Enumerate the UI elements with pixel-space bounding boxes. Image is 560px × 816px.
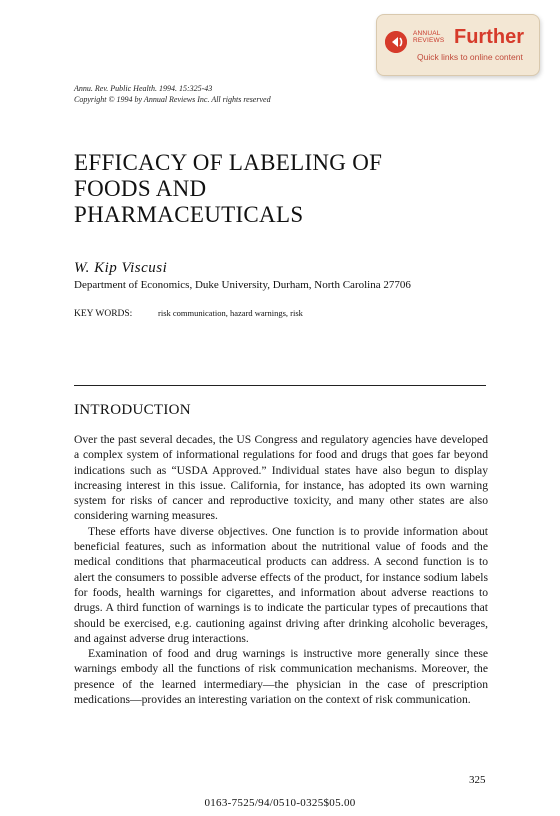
- section-divider: [74, 385, 486, 386]
- quick-links-subtitle: Quick links to online content: [417, 52, 523, 62]
- annual-reviews-wordmark: ANNUAL REVIEWS: [413, 30, 445, 44]
- article-code: 0163-7525/94/0510-0325$05.00: [204, 797, 356, 809]
- section-body: [74, 432, 488, 707]
- keywords-values: risk communication, hazard warnings, risk: [158, 308, 303, 318]
- further-wordmark: Further: [454, 26, 524, 48]
- page-number: 325: [469, 774, 486, 786]
- annual-reviews-further-badge[interactable]: [376, 14, 540, 76]
- paragraph: These efforts have diverse objectives. One function is to provide information about beneficial features, such as information about the nutritional value of foods and the medical conditions that pharmaceutical products can address. A second function is to alert the consumers to possible adverse effects of the product, for instance sodium labels for foods, health warnings for cigarettes, and information about adverse reactions to drugs. A third function of warnings is to indicate the particular types of precautions that should be exercised, e.g. cautioning against driving after drinking alcoholic beverages, and against adverse drug interactions.: [74, 524, 488, 645]
- citation-copyright: Copyright © 1994 by Annual Reviews Inc. All rights reserved: [74, 95, 271, 104]
- author-affiliation: Department of Economics, Duke University, Durham, North Carolina 27706: [74, 279, 411, 291]
- citation-block: [74, 83, 271, 105]
- author-name: W. Kip Viscusi: [74, 260, 168, 276]
- keywords-line: [74, 308, 303, 319]
- paragraph: Examination of food and drug warnings is instructive more generally since these warnings embody all the functions of risk communication mechanisms. Moreover, the presence of the learned intermediary—the physician in the case of prescription medications—provides an interesting variation on the context of risk communication.: [74, 647, 488, 707]
- paragraph: Over the past several decades, the US Congress and regulatory agencies have developed a complex system of informational regulations for food and drugs that goes far beyond indications such as “USDA Approved.” Individual states have also begun to display increasing interest in this issue. California, for instance, has adopted its own warning system for risks of cancer and reproductive toxicity, and many other states are also considering warning measures.: [74, 433, 488, 523]
- citation-journal: Annu. Rev. Public Health. 1994. 15:325-43: [74, 84, 213, 93]
- section-heading: INTRODUCTION: [74, 402, 191, 418]
- keywords-label: KEY WORDS:: [74, 309, 133, 319]
- article-title: EFFICACY OF LABELING OF FOODS AND PHARMACEUTICALS: [74, 150, 383, 227]
- annual-reviews-logo-icon: [385, 31, 407, 53]
